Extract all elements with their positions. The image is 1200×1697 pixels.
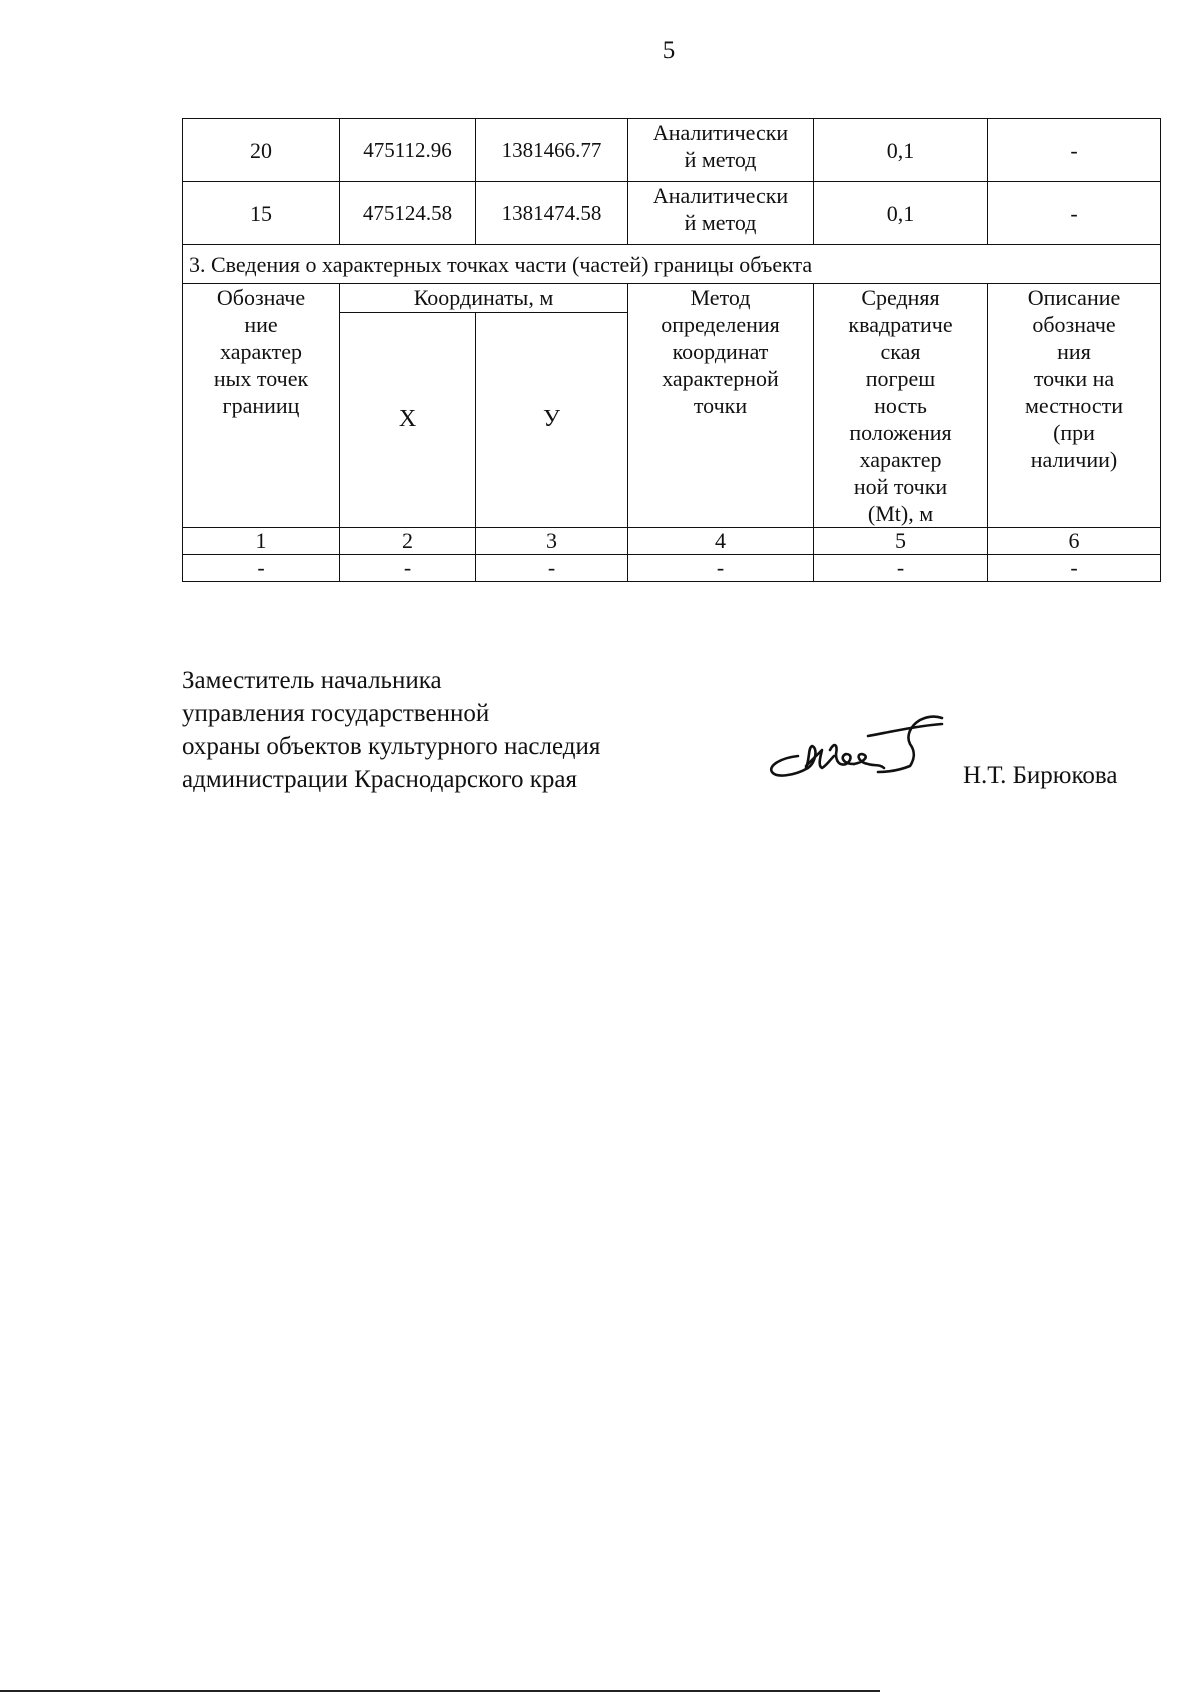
method-cell: Аналитически й метод — [628, 182, 814, 245]
column-number-row — [183, 528, 1161, 555]
empty-cell: - — [183, 555, 340, 582]
empty-cell: - — [988, 555, 1161, 582]
position-line: Заместитель начальника — [182, 667, 442, 694]
point-number-cell: 20 — [183, 119, 340, 182]
empty-cell: - — [476, 555, 628, 582]
page-number: 5 — [662, 37, 676, 64]
position-line: администрации Краснодарского края — [182, 766, 578, 793]
column-number: 6 — [988, 528, 1161, 555]
empty-cell: - — [340, 555, 476, 582]
handwritten-signature — [760, 706, 950, 796]
column-number: 2 — [340, 528, 476, 555]
signer-name: Н.Т. Бирюкова — [963, 762, 1118, 789]
column-number: 5 — [814, 528, 988, 555]
point-number-cell: 15 — [183, 182, 340, 245]
method-cell: Аналитически й метод — [628, 119, 814, 182]
column-number: 4 — [628, 528, 814, 555]
coordinates-header: Координаты, м — [340, 284, 628, 313]
y-coordinate-cell: 1381474.58 — [476, 182, 628, 245]
description-header: Описание обозначе ния точки на местности (при наличии) — [988, 284, 1161, 528]
empty-cell: - — [628, 555, 814, 582]
method-header: Метод определения координат характерной точки — [628, 284, 814, 528]
bottom-divider — [0, 1690, 880, 1692]
description-cell: - — [988, 182, 1161, 245]
section-title: 3. Сведения о характерных точках части (частей) границы объекта — [183, 245, 1161, 284]
x-coordinate-cell: 475112.96 — [340, 119, 476, 182]
header-row — [183, 284, 1161, 313]
empty-cell: - — [814, 555, 988, 582]
column-number: 1 — [183, 528, 340, 555]
y-coordinate-cell: 1381466.77 — [476, 119, 628, 182]
x-coordinate-cell: 475124.58 — [340, 182, 476, 245]
accuracy-cell: 0,1 — [814, 182, 988, 245]
table-row — [183, 119, 1161, 182]
accuracy-header: Средняя квадратиче ская погреш ность положения характер ной точки (Mt), м — [814, 284, 988, 528]
table-row — [183, 555, 1161, 582]
boundary-points-table — [182, 118, 1161, 582]
position-line: управления государственной — [182, 700, 490, 727]
column-number: 3 — [476, 528, 628, 555]
x-header: Х — [340, 312, 476, 527]
signatory-position — [182, 664, 600, 796]
y-header: У — [476, 312, 628, 527]
accuracy-cell: 0,1 — [814, 119, 988, 182]
position-line: охраны объектов культурного наследия — [182, 733, 601, 760]
section-row — [183, 245, 1161, 284]
designation-header: Обозначе ние характер ных точек гранииц — [183, 284, 340, 528]
description-cell: - — [988, 119, 1161, 182]
table-row — [183, 182, 1161, 245]
